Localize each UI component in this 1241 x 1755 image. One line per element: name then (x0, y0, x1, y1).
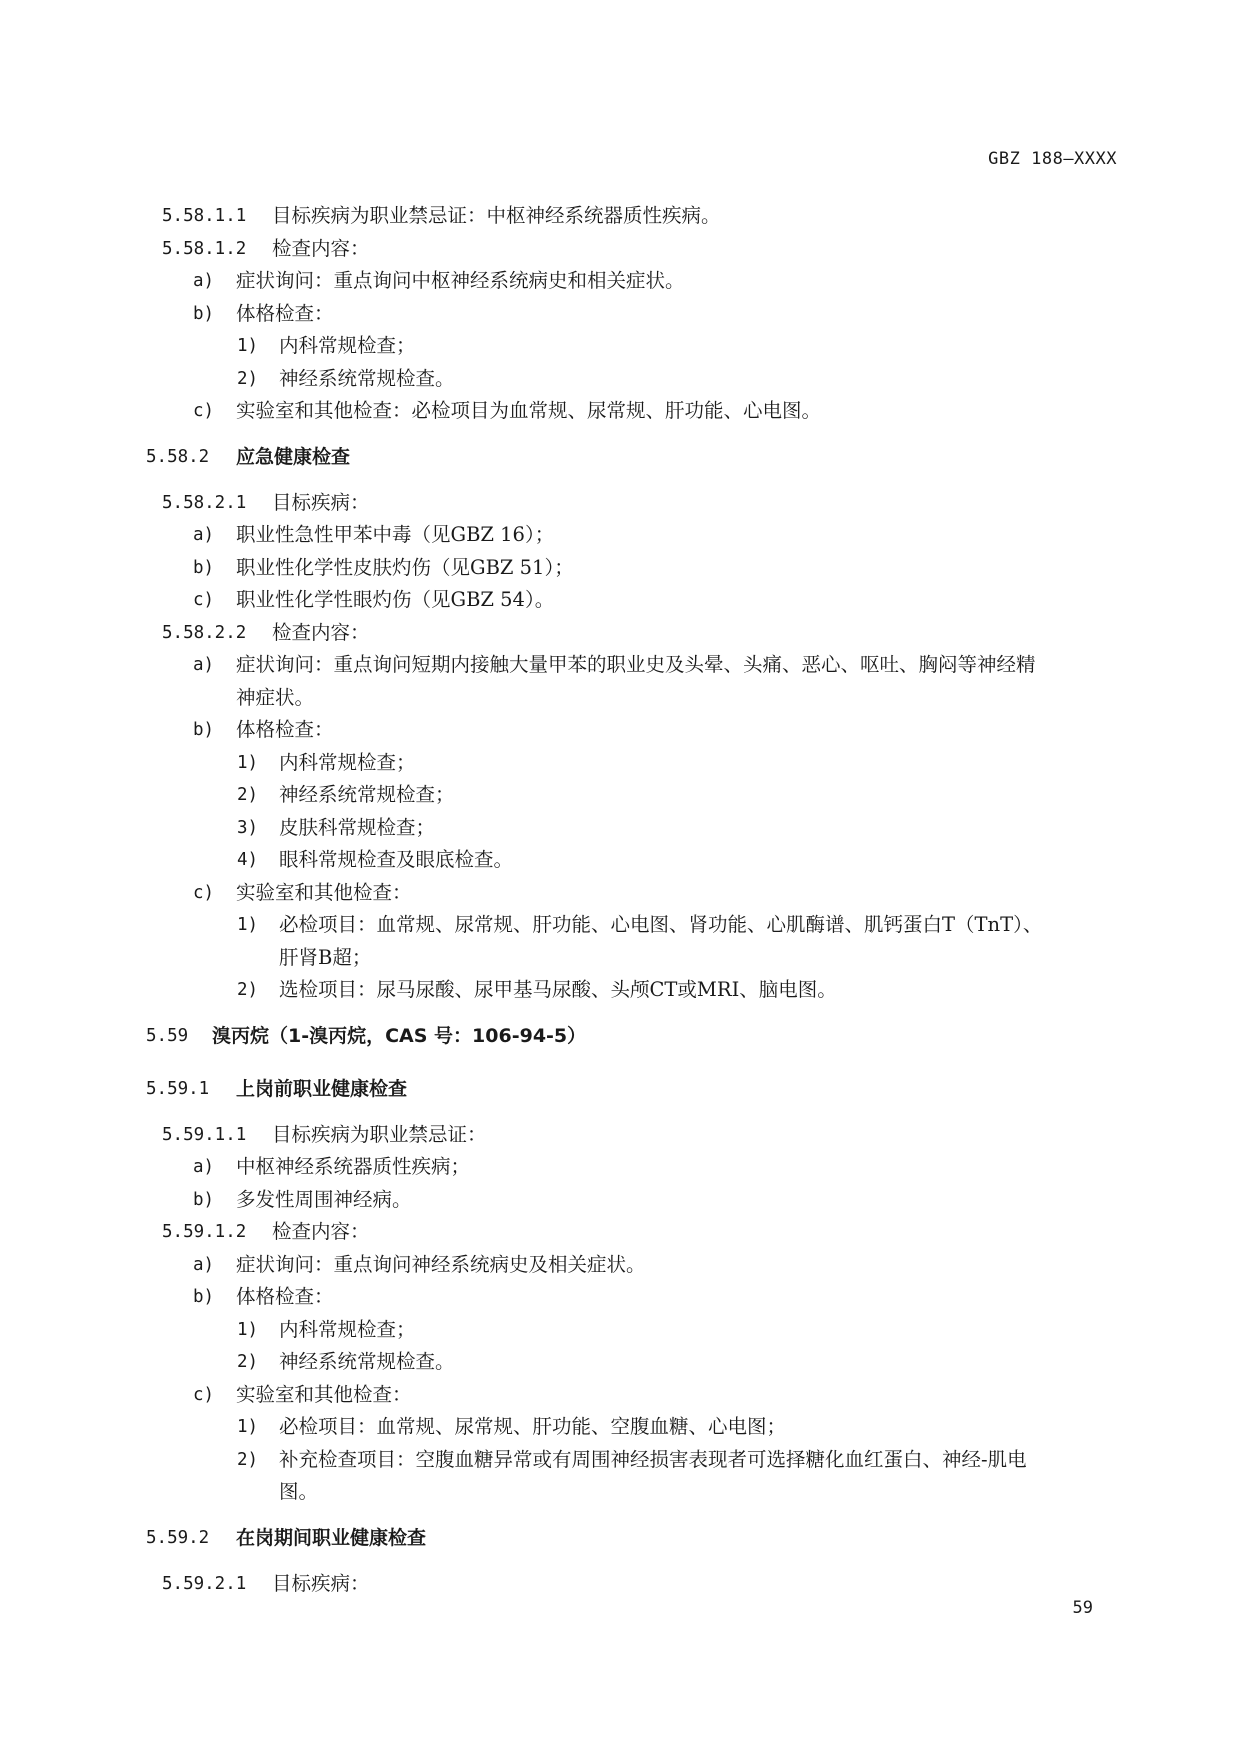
clause-number: 1) (237, 752, 259, 773)
clause-number: 5.59.1.1 (162, 1124, 247, 1145)
clause-text: 必检项目：血常规、尿常规、肝功能、空腹血糖、心电图； (279, 1415, 787, 1438)
section-heading (0, 1066, 1241, 1113)
document-code-header: GBZ 188—XXXX (988, 149, 1117, 169)
clause-line (0, 1411, 1241, 1444)
clause-line (0, 617, 1241, 650)
section-heading (0, 1515, 1241, 1562)
clause-line (0, 487, 1241, 520)
clause-number: c) (193, 590, 215, 610)
clause-text: 神经系统常规检查； (279, 783, 455, 806)
clause-text: 内科常规检查； (279, 1317, 416, 1341)
clause-text: 症状询问：重点询问神经系统病史及相关症状。 (236, 1252, 646, 1276)
clause-line (0, 233, 1241, 266)
clause-text: 皮肤科常规检查； (279, 815, 436, 839)
clause-line (0, 714, 1241, 747)
clause-text: 实验室和其他检查： (236, 880, 412, 904)
clause-line (0, 1444, 1241, 1477)
clause-text: 目标疾病： (272, 490, 370, 514)
clause-number: 1) (237, 1319, 259, 1340)
clause-text: 检查内容： (272, 620, 370, 644)
clause-line (0, 844, 1241, 877)
clause-number: 2) (237, 785, 259, 805)
clause-number: c) (193, 401, 215, 421)
clause-line (0, 298, 1241, 331)
clause-number: 2) (237, 980, 259, 1000)
clause-line (0, 747, 1241, 780)
clause-text: 上岗前职业健康检查 (236, 1077, 408, 1100)
clause-line (0, 1346, 1241, 1379)
clause-line (0, 1281, 1241, 1314)
clause-text: 职业性急性甲苯中毒（见GBZ 16）； (236, 523, 555, 546)
clause-text: 体格检查： (236, 1285, 334, 1308)
clause-text: 职业性化学性眼灼伤（见GBZ 54）。 (236, 588, 555, 611)
clause-text: 目标疾病： (272, 1571, 370, 1595)
clause-line (0, 395, 1241, 428)
clause-number: 2) (237, 1449, 259, 1470)
clause-number: 5.59.2.1 (162, 1573, 247, 1594)
clause-number: a) (193, 1254, 215, 1275)
clause-text: 图。 (279, 1480, 319, 1503)
clause-line (0, 974, 1241, 1007)
clause-text: 中枢神经系统器质性疾病； (236, 1155, 471, 1178)
clause-line (0, 200, 1241, 233)
clause-line (0, 1568, 1241, 1601)
clause-text: 神经系统常规检查。 (279, 366, 455, 390)
clause-line (0, 812, 1241, 845)
section-heading (0, 1013, 1241, 1060)
clause-number: 5.59 (146, 1025, 189, 1046)
clause-text: 目标疾病为职业禁忌证： (272, 1122, 487, 1146)
clause-number: 5.58.2.2 (162, 622, 247, 643)
clause-line (0, 1476, 1241, 1509)
clause-line (0, 1216, 1241, 1249)
clause-text: 职业性化学性皮肤灼伤（见GBZ 51）； (236, 555, 574, 579)
clause-text: 必检项目：血常规、尿常规、肝功能、心电图、肾功能、心肌酶谱、肌钙蛋白T（TnT）、 (279, 913, 1043, 936)
clause-text: 眼科常规检查及眼底检查。 (279, 848, 514, 871)
clause-number: 5.58.2 (146, 446, 210, 467)
clause-number: 5.59.1 (146, 1078, 210, 1099)
clause-text: 检查内容： (272, 236, 370, 260)
clause-text: 多发性周围神经病。 (236, 1187, 412, 1211)
clause-text: 在岗期间职业健康检查 (236, 1526, 427, 1549)
clause-number: b) (193, 1287, 215, 1307)
clause-line (0, 649, 1241, 682)
clause-number: b) (193, 557, 215, 578)
clause-text: 肝肾B超； (279, 945, 372, 969)
clause-number: c) (193, 882, 215, 903)
clause-text: 实验室和其他检查：必检项目为血常规、尿常规、肝功能、心电图。 (236, 399, 822, 422)
clause-number: 3) (237, 817, 259, 838)
clause-line (0, 1184, 1241, 1217)
clause-line (0, 519, 1241, 552)
clause-line (0, 363, 1241, 396)
clause-line (0, 909, 1241, 942)
clause-number: 2) (237, 368, 259, 389)
clause-line (0, 584, 1241, 617)
clause-text: 神症状。 (236, 685, 315, 709)
clause-text: 神经系统常规检查。 (279, 1350, 455, 1373)
clause-text: 溴丙烷（1-溴丙烷，CAS 号：106-94-5） (212, 1024, 587, 1047)
clause-text: 实验室和其他检查： (236, 1382, 412, 1406)
clause-text: 症状询问：重点询问短期内接触大量甲苯的职业史及头晕、头痛、恶心、呕吐、胸闷等神经精 (236, 653, 1036, 676)
clause-number: 4) (237, 850, 259, 870)
clause-number: b) (193, 1189, 215, 1210)
clause-line (0, 1314, 1241, 1347)
clause-line (0, 779, 1241, 812)
clause-number: 5.58.1.1 (162, 206, 247, 226)
clause-number: 5.59.2 (146, 1527, 210, 1548)
clause-text: 补充检查项目：空腹血糖异常或有周围神经损害表现者可选择糖化血红蛋白、神经-肌电 (279, 1447, 1027, 1471)
clause-number: a) (193, 271, 215, 291)
clause-number: b) (193, 720, 215, 740)
clause-number: b) (193, 303, 215, 324)
clause-number: 5.58.1.2 (162, 238, 247, 259)
clause-text: 应急健康检查 (236, 445, 351, 468)
clause-number: 5.59.1.2 (162, 1222, 247, 1242)
clause-line (0, 942, 1241, 975)
clause-text: 内科常规检查； (279, 334, 416, 357)
clause-line (0, 1151, 1241, 1184)
clause-line (0, 1249, 1241, 1282)
clause-number: a) (193, 655, 215, 675)
clause-number: a) (193, 525, 215, 545)
clause-number: c) (193, 1384, 215, 1405)
clause-line (0, 1379, 1241, 1412)
clause-number: 2) (237, 1352, 259, 1372)
section-heading (0, 434, 1241, 481)
clause-text: 症状询问：重点询问中枢神经系统病史和相关症状。 (236, 269, 685, 292)
clause-text: 目标疾病为职业禁忌证：中枢神经系统器质性疾病。 (272, 204, 721, 227)
clause-number: a) (193, 1157, 215, 1177)
clause-line (0, 1119, 1241, 1152)
clause-number: 1) (237, 1417, 259, 1437)
clause-line (0, 877, 1241, 910)
clause-text: 体格检查： (236, 718, 334, 741)
clause-text: 体格检查： (236, 301, 334, 325)
clause-number: 1) (237, 336, 259, 356)
clause-text: 选检项目：尿马尿酸、尿甲基马尿酸、头颅CT或MRI、脑电图。 (279, 978, 837, 1001)
clause-number: 1) (237, 915, 259, 935)
page-number: 59 (1072, 1598, 1093, 1618)
document-body (0, 200, 1241, 1600)
clause-line (0, 552, 1241, 585)
clause-line (0, 330, 1241, 363)
clause-text: 检查内容： (272, 1220, 370, 1243)
clause-text: 内科常规检查； (279, 750, 416, 774)
clause-line (0, 265, 1241, 298)
clause-line (0, 682, 1241, 715)
clause-number: 5.58.2.1 (162, 492, 247, 513)
